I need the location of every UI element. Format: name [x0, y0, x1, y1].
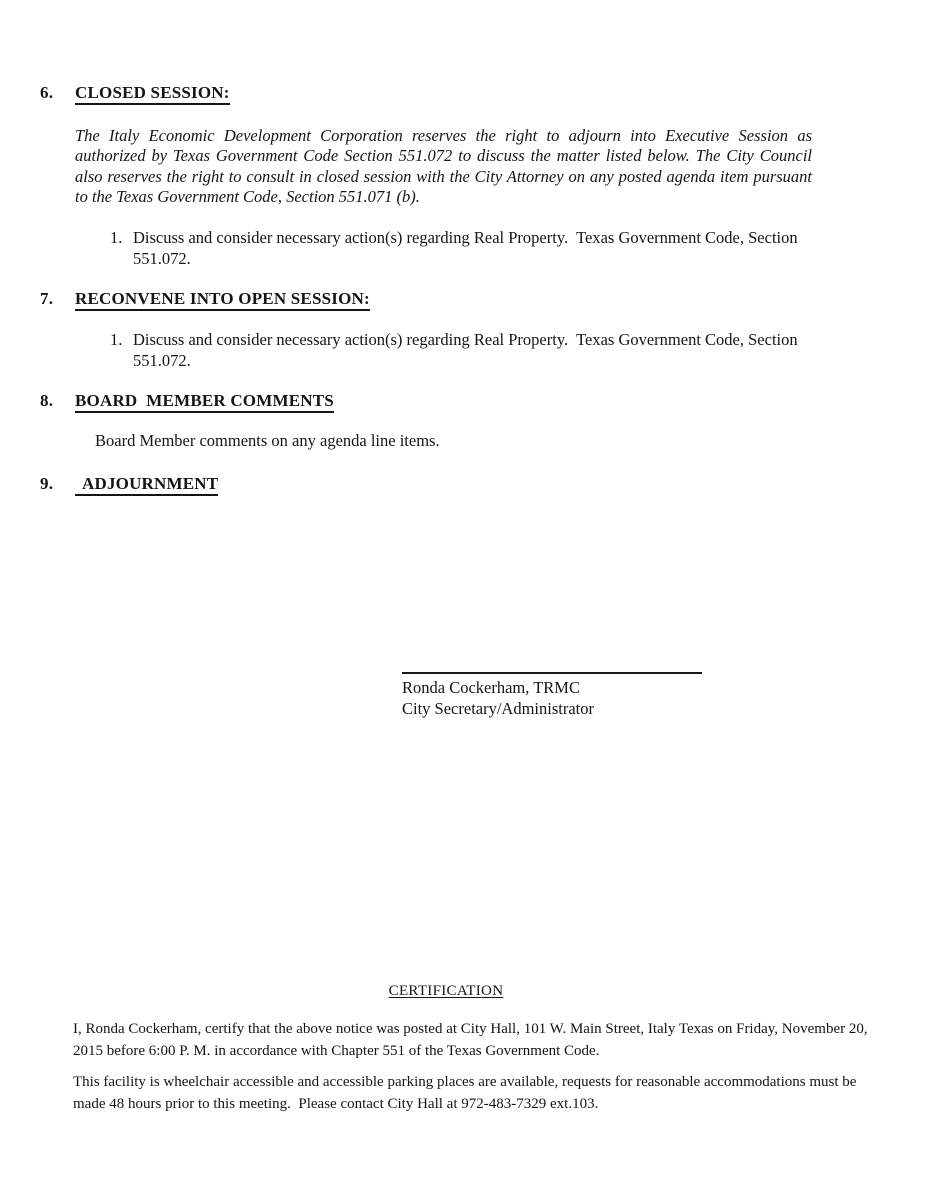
section-8-heading-row [40, 391, 334, 413]
certification-heading-row [0, 982, 892, 1000]
section-9-heading-row [40, 474, 218, 496]
section-7-number: 7. [40, 289, 54, 308]
section-7-item-1 [110, 330, 813, 371]
section-7-heading-row [40, 289, 370, 311]
signature-line [402, 672, 702, 674]
section-6-number: 6. [40, 83, 54, 102]
item-text: Discuss and consider necessary action(s) regarding Real Property. Texas Government Code, Section 551.072. [133, 228, 802, 268]
section-9-number: 9. [40, 474, 54, 493]
closed-session-intro-paragraph: The Italy Economic Development Corporation reserves the right to adjourn into Executive Session as authorized by Texas Government Code Section 551.072 to discuss the matter listed below. The City Council also reserves the right to consult in closed session with the City Attorney on any posted agenda item pursuant to the Texas Government Code, Section 551.071 (b). [75, 126, 812, 207]
certification-heading: CERTIFICATION [388, 983, 504, 999]
accessibility-notice-paragraph: This facility is wheelchair accessible and accessible parking places are available, requests for reasonable accommodations must be made 48 hours prior to this meeting. Please contact City Hall at 972-483-7329 ext.103. [73, 1074, 861, 1112]
section-8-number: 8. [40, 391, 54, 410]
section-8-title: BOARD MEMBER COMMENTS [75, 391, 334, 413]
signatory-name: Ronda Cockerham, TRMC [402, 678, 580, 697]
section-6-title: CLOSED SESSION: [75, 83, 230, 105]
section-9-title: ADJOURNMENT [75, 474, 218, 496]
section-7-title: RECONVENE INTO OPEN SESSION: [75, 289, 370, 311]
item-number: 1. [110, 228, 123, 247]
item-text: Discuss and consider necessary action(s) regarding Real Property. Texas Government Code, Section 551.072. [133, 330, 802, 370]
signature-block [402, 672, 702, 719]
section-6-item-1 [110, 228, 813, 269]
item-number: 1. [110, 330, 123, 349]
board-member-comments-text: Board Member comments on any agenda line items. [95, 431, 440, 450]
section-6-heading-row [40, 83, 230, 105]
certification-paragraph: I, Ronda Cockerham, certify that the above notice was posted at City Hall, 101 W. Main Street, Italy Texas on Friday, November 20, 2015 before 6:00 P. M. in accordance with Chapter 551 of the Texas Government Code. [73, 1021, 872, 1059]
signatory-title: City Secretary/Administrator [402, 698, 594, 718]
